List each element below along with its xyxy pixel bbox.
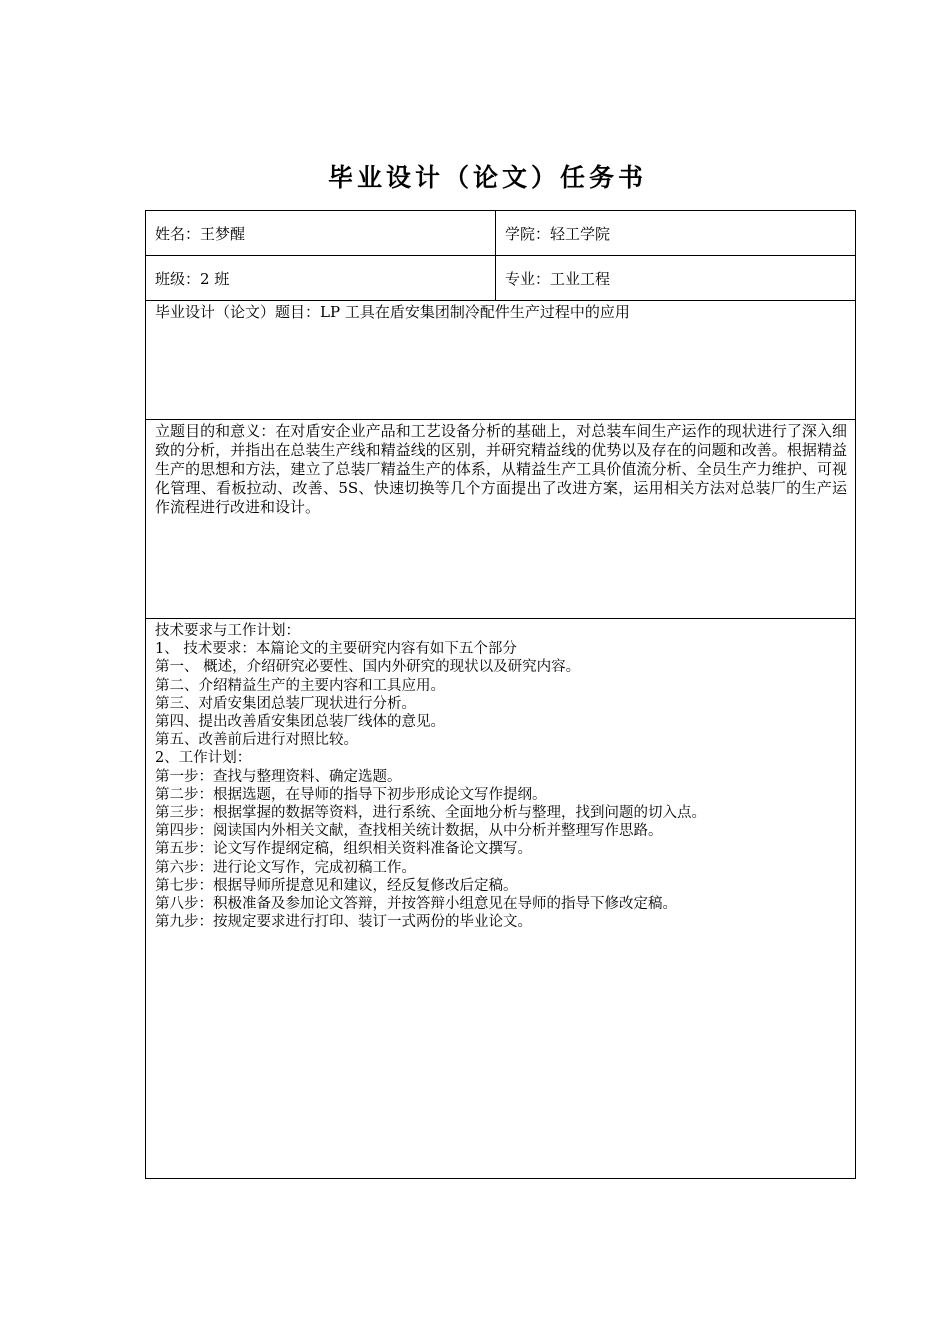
plan-line: 第一步：查找与整理资料、确定选题。: [155, 768, 402, 785]
class-value: 2 班: [200, 270, 230, 288]
plan-line: 第三、对盾安集团总装厂现状进行分析。: [155, 695, 416, 712]
plan-line: 第四步：阅读国内外相关文献，查找相关统计数据，从中分析并整理写作思路。: [155, 823, 663, 840]
plan-line: 第四、提出改善盾安集团总装厂线体的意见。: [155, 714, 445, 731]
purpose-cell: [146, 420, 855, 618]
document-title: 毕业设计（论文）任务书: [327, 163, 647, 192]
college-value: 轻工学院: [550, 225, 611, 243]
plan-line: 第五、改善前后进行对照比较。: [155, 732, 358, 749]
plan-cell: [146, 619, 855, 1178]
plan-line: 第五步：论文写作提纲定稿，组织相关资料准备论文撰写。: [155, 841, 532, 858]
task-form-table: [145, 210, 856, 1179]
topic-label: 毕业设计（论文）题目：: [155, 303, 321, 321]
name-cell: [146, 211, 496, 255]
college-cell: [496, 211, 855, 255]
row-purpose: [146, 420, 855, 619]
plan-line: 第九步：按规定要求进行打印、装订一式两份的毕业论文。: [155, 914, 532, 931]
plan-line: 第六步：进行论文写作，完成初稿工作。: [155, 859, 416, 876]
class-label: 班级：: [155, 270, 201, 288]
row-topic: [146, 301, 855, 420]
row-plan: [146, 619, 855, 1178]
plan-line: 2、工作计划：: [155, 750, 252, 767]
class-cell: [146, 256, 496, 300]
plan-line: 第三步：根据掌握的数据等资料，进行系统、全面地分析与整理，找到问题的切入点。: [155, 805, 706, 822]
name-label: 姓名：: [155, 225, 201, 243]
college-label: 学院：: [505, 225, 551, 243]
major-label: 专业：: [505, 270, 551, 288]
name-value: 王梦醒: [200, 225, 246, 243]
row-class-major: [146, 256, 855, 301]
row-name-college: [146, 211, 855, 256]
plan-line: 第一、 概述，介绍研究必要性、国内外研究的现状以及研究内容。: [155, 659, 581, 676]
purpose-label: 立题目的和意义：: [155, 422, 276, 440]
major-value: 工业工程: [550, 270, 611, 288]
major-cell: [496, 256, 855, 300]
plan-line: 第二、介绍精益生产的主要内容和工具应用。: [155, 677, 445, 694]
plan-heading: 技术要求与工作计划：: [155, 623, 300, 639]
plan-line: 1、 技术要求：本篇论文的主要研究内容有如下五个部分: [155, 641, 517, 658]
purpose-text: 在对盾安企业产品和工艺设备分析的基础上，对总装车间生产运作的现状进行了深入细致的分析，并指出在总装生产线和精益线的区别，并研究精益线的优势以及存在的问题和改善。根据精益生产的思想和方法，建立了总装厂精益生产的体系，从精益生产工具价值流分析、全员生产力维护、可视化管理、看板拉动、改善、5S、快速切换等几个方面提出了改进方案，运用相关方法对总装厂的生产运作流程进行改进和设计。: [155, 422, 847, 516]
topic-value: LP 工具在盾安集团制冷配件生产过程中的应用: [320, 303, 630, 321]
topic-cell: [146, 301, 855, 419]
plan-line: 第八步：积极准备及参加论文答辩，并按答辩小组意见在导师的指导下修改定稿。: [155, 896, 677, 913]
plan-line: 第七步：根据导师所提意见和建议，经反复修改后定稿。: [155, 877, 518, 894]
plan-line: 第二步：根据选题，在导师的指导下初步形成论文写作提纲。: [155, 786, 547, 803]
